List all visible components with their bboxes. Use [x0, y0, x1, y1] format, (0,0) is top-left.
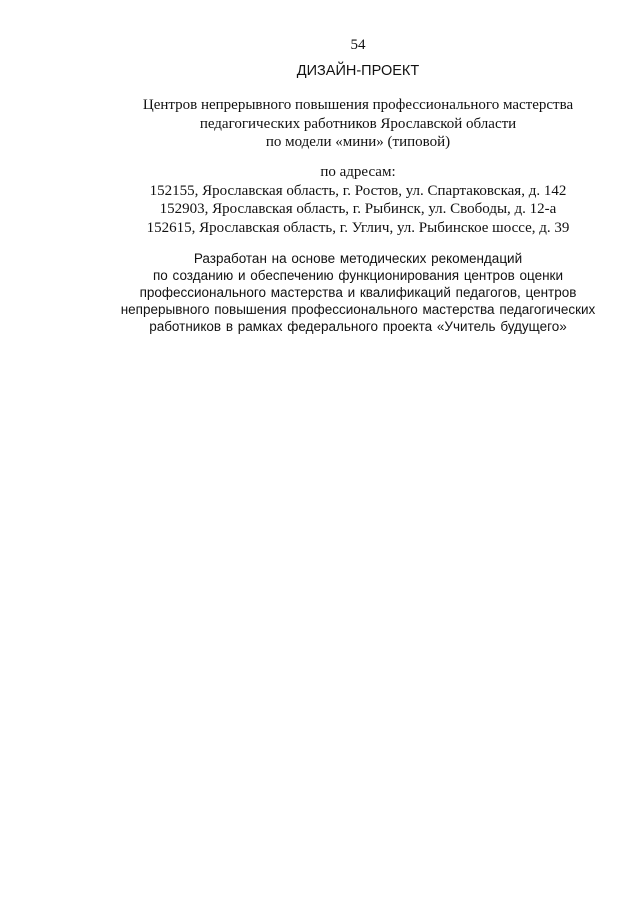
basis-block	[0, 250, 640, 335]
address-line: 152903, Ярославская область, г. Рыбинск, ул. Свободы, д. 12-а	[159, 201, 557, 217]
address-line: 152615, Ярославская область, г. Углич, ул. Рыбинское шоссе, д. 39	[146, 219, 570, 236]
subject-block	[0, 96, 640, 152]
basis-line: непрерывного повышения профессионального мастерства педагогических	[120, 302, 596, 317]
basis-line: работников в рамках федерального проекта «Учитель будущего»	[149, 319, 567, 334]
subject-line: Центров непрерывного повышения профессионального мастерства	[142, 97, 574, 113]
basis-line: профессионального мастерства и квалификаций педагогов, центров	[139, 285, 577, 300]
address-line: 152155, Ярославская область, г. Ростов, ул. Спартаковская, д. 142	[149, 182, 567, 199]
basis-line: по созданию и обеспечению функционирования центров оценки	[152, 268, 563, 283]
basis-line: Разработан на основе методических рекомендаций	[193, 251, 523, 266]
addresses-heading: по адресам:	[320, 164, 396, 180]
subject-line: по модели «мини» (типовой)	[265, 134, 451, 150]
subject-line: педагогических работников Ярославской области	[199, 115, 517, 132]
addresses-block	[0, 163, 640, 237]
document-title: ДИЗАЙН-ПРОЕКТ	[296, 63, 420, 79]
page-number: 54	[350, 37, 366, 53]
